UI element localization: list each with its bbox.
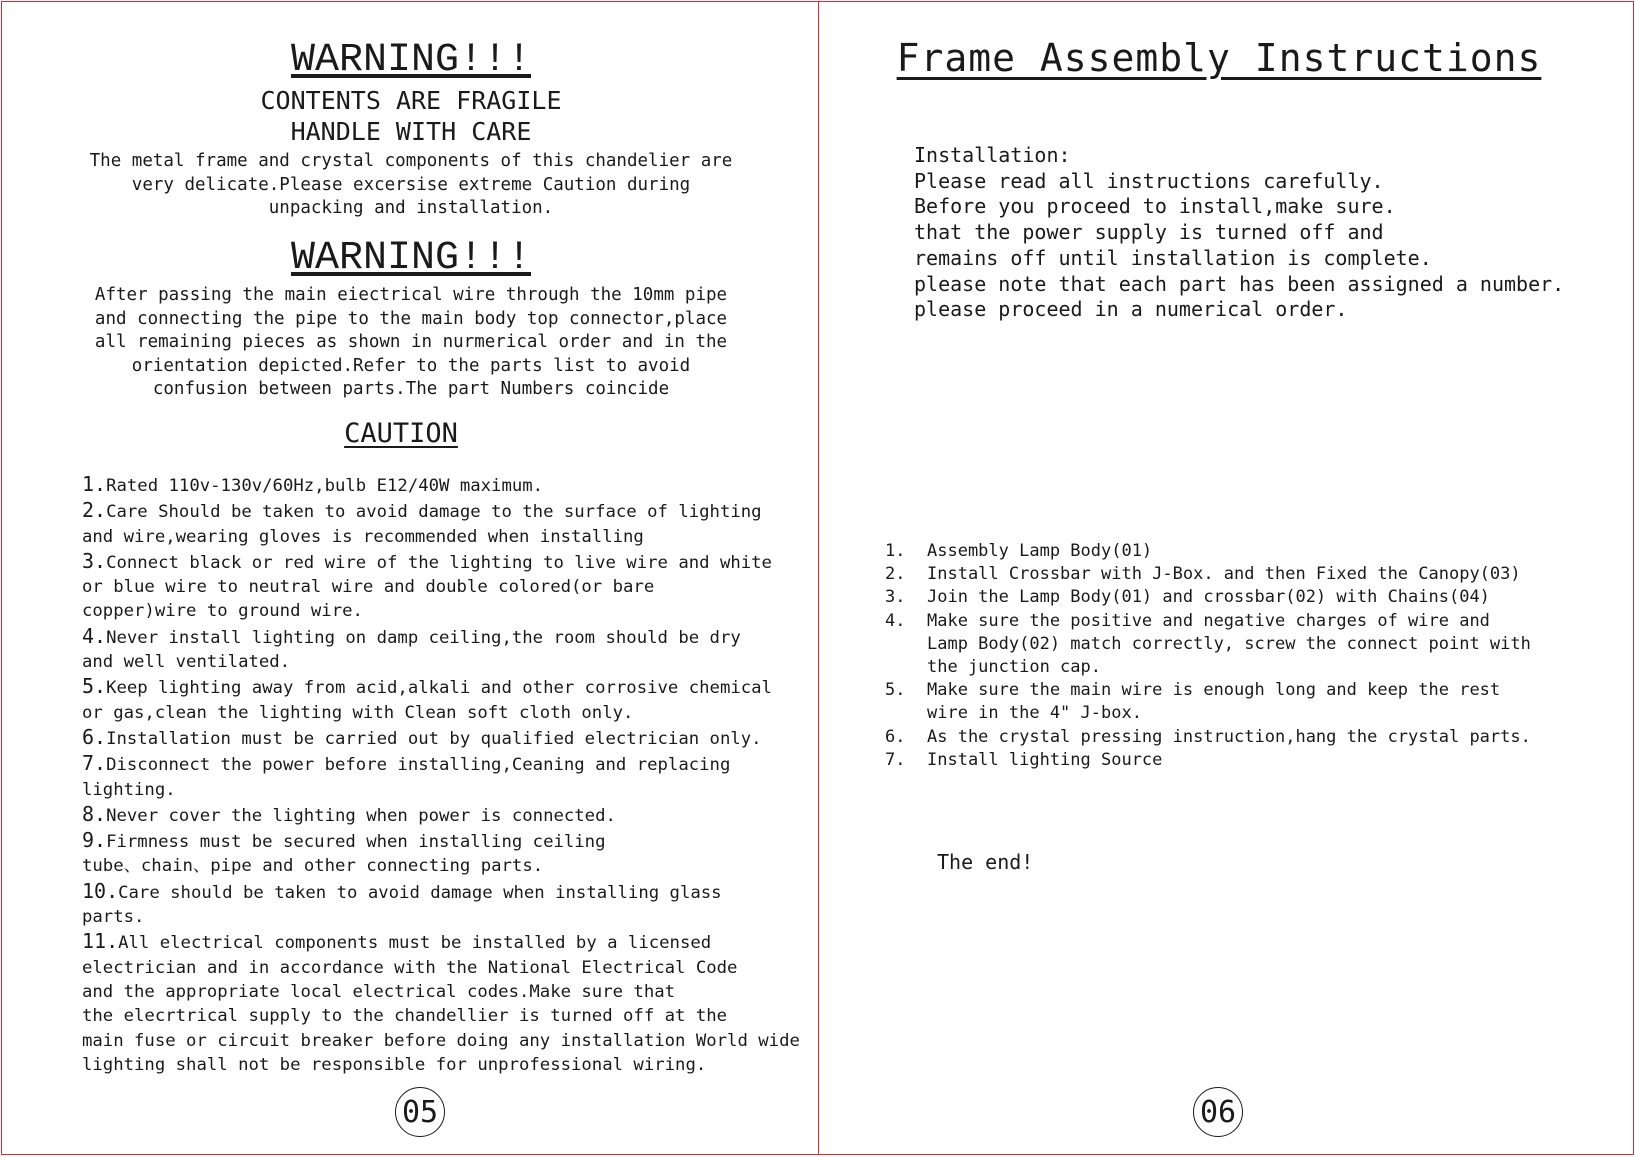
paragraph-line: and connecting the pipe to the main body top connector,place bbox=[94, 308, 728, 329]
assembly-step bbox=[885, 540, 1605, 563]
end-text: The end! bbox=[937, 850, 1034, 874]
caution-item bbox=[82, 929, 812, 1077]
caution-item-line: and wire,wearing gloves is recommended when installing bbox=[82, 526, 644, 547]
caution-item-line: Firmness must be secured when installing ceiling bbox=[106, 832, 606, 853]
step-line: wire in the 4" J-box. bbox=[927, 703, 1142, 724]
caution-item-line: Disconnect the power before installing,Ceaning and replacing bbox=[106, 755, 731, 776]
caution-item-line: tube、chain、pipe and other connecting parts. bbox=[82, 856, 544, 877]
caution-item bbox=[82, 549, 812, 624]
caution-item-line: Keep lighting away from acid,alkali and other corrosive chemical bbox=[106, 678, 772, 699]
step-line: Assembly Lamp Body(01) bbox=[927, 541, 1153, 561]
caution-item-line: copper)wire to ground wire. bbox=[82, 601, 363, 622]
paragraph-line: orientation depicted.Refer to the parts list to avoid bbox=[131, 355, 691, 376]
caution-item bbox=[82, 828, 812, 879]
assembly-step bbox=[885, 749, 1605, 772]
step-line: Install Crossbar with J-Box. and then Fixed the Canopy(03) bbox=[927, 564, 1521, 585]
caution-item-line: the elecrtrical supply to the chandellier is turned off at the bbox=[82, 1006, 728, 1027]
caution-item-line: electrician and in accordance with the National Electrical Code bbox=[82, 957, 738, 978]
caution-item-number: 2. bbox=[82, 498, 107, 523]
paragraph-line: all remaining pieces as shown in nurmerical order and in the bbox=[94, 332, 728, 352]
caution-item bbox=[82, 498, 812, 549]
paragraph-line: After passing the main eiectrical wire through the 10mm pipe bbox=[94, 285, 728, 305]
assembly-step bbox=[885, 610, 1605, 680]
caution-item bbox=[82, 802, 812, 828]
caution-item-number: 9. bbox=[82, 828, 107, 853]
step-line: Install lighting Source bbox=[927, 749, 1163, 770]
caution-item-line: lighting shall not be responsible for unprofessional wiring. bbox=[82, 1054, 707, 1075]
caution-item-line: and well ventilated. bbox=[82, 652, 291, 673]
caution-item-line: and the appropriate local electrical codes.Make sure that bbox=[82, 981, 676, 1002]
caution-item-line: lighting. bbox=[82, 779, 176, 800]
assembly-step bbox=[885, 726, 1605, 749]
paragraph-line: unpacking and installation. bbox=[268, 198, 554, 218]
caution-item-line: Never install lighting on damp ceiling,the room should be dry bbox=[106, 627, 741, 648]
caution-item bbox=[82, 624, 812, 675]
step-line: As the crystal pressing instruction,hang the crystal parts. bbox=[927, 726, 1531, 747]
step-number: 2. bbox=[885, 564, 906, 585]
caution-item-number: 6. bbox=[82, 724, 107, 749]
caution-item bbox=[82, 725, 812, 751]
step-line: Join the Lamp Body(01) and crossbar(02) with Chains(04) bbox=[927, 587, 1490, 608]
warning-title-2: WARNING!!! bbox=[290, 236, 532, 281]
installation-notes bbox=[914, 143, 1614, 323]
assembly-step bbox=[885, 563, 1605, 586]
caution-item bbox=[82, 879, 812, 930]
caution-item-line: or blue wire to neutral wire and double colored(or bare bbox=[82, 577, 655, 598]
fragile-paragraph bbox=[2, 150, 820, 221]
caution-item-number: 8. bbox=[82, 801, 107, 826]
installation-line: that the power supply is turned off and bbox=[914, 220, 1384, 245]
caution-item-line: Connect black or red wire of the lighting to live wire and white bbox=[106, 552, 772, 573]
paragraph-line: very delicate.Please excersise extreme Caution during bbox=[131, 174, 691, 195]
caution-item-line: main fuse or circuit breaker before doing any installation World wide bbox=[82, 1030, 800, 1051]
caution-item-line: Rated 110v-130v/60Hz,bulb E12/40W maximum. bbox=[106, 476, 544, 496]
caution-item-line: or gas,clean the lighting with Clean soft cloth only. bbox=[82, 702, 634, 723]
step-number: 6. bbox=[885, 726, 906, 747]
caution-item-number: 3. bbox=[82, 548, 107, 573]
step-number: 5. bbox=[885, 680, 906, 701]
assembly-step bbox=[885, 586, 1605, 609]
installation-line: please note that each part has been assigned a number. bbox=[914, 271, 1565, 296]
fragile-line-1: CONTENTS ARE FRAGILE bbox=[260, 86, 562, 115]
caution-item-number: 7. bbox=[82, 751, 107, 776]
paragraph-line: The metal frame and crystal components of this chandelier are bbox=[89, 151, 733, 171]
installation-line: Please read all instructions carefully. bbox=[914, 168, 1384, 193]
caution-item bbox=[82, 674, 812, 725]
caution-item-number: 11. bbox=[82, 929, 119, 954]
step-line: Lamp Body(02) match correctly, screw the connect point with bbox=[927, 633, 1531, 654]
page-number-05: 05 bbox=[395, 1087, 445, 1137]
step-line: Make sure the positive and negative charges of wire and bbox=[927, 610, 1490, 631]
caution-item-line: All electrical components must be installed by a licensed bbox=[118, 933, 712, 954]
left-page bbox=[1, 1, 819, 1155]
caution-item-line: Care should be taken to avoid damage when installing glass bbox=[118, 882, 722, 903]
step-number: 3. bbox=[885, 587, 906, 608]
step-number: 7. bbox=[885, 749, 906, 770]
caution-item-line: Never cover the lighting when power is connected. bbox=[106, 805, 616, 826]
frame-assembly-title: Frame Assembly Instructions bbox=[896, 36, 1542, 80]
installation-line: please proceed in a numerical order. bbox=[914, 297, 1348, 322]
caution-item-number: 4. bbox=[82, 623, 107, 648]
assembly-step bbox=[885, 679, 1605, 725]
paragraph-line: confusion between parts.The part Numbers coincide bbox=[152, 379, 670, 399]
caution-item bbox=[82, 472, 812, 498]
caution-item bbox=[82, 751, 812, 802]
installation-line: Installation: bbox=[914, 143, 1071, 167]
page-number-06: 06 bbox=[1193, 1087, 1243, 1137]
caution-item-line: parts. bbox=[82, 907, 145, 928]
warning-paragraph bbox=[2, 284, 820, 402]
warning-title-1: WARNING!!! bbox=[290, 38, 532, 83]
installation-line: Before you proceed to install,make sure. bbox=[914, 194, 1396, 219]
step-line: Make sure the main wire is enough long and keep the rest bbox=[927, 680, 1501, 701]
assembly-steps bbox=[885, 540, 1605, 772]
caution-item-number: 10. bbox=[82, 878, 119, 903]
caution-item-number: 1. bbox=[82, 472, 107, 496]
caution-item-line: Installation must be carried out by qualified electrician only. bbox=[106, 728, 762, 749]
installation-line: remains off until installation is complete. bbox=[914, 245, 1432, 270]
caution-title: CAUTION bbox=[344, 418, 458, 449]
step-number: 1. bbox=[885, 541, 906, 561]
fragile-line-2: HANDLE WITH CARE bbox=[290, 117, 532, 146]
right-page bbox=[818, 1, 1634, 1155]
step-number: 4. bbox=[885, 610, 906, 631]
caution-item-number: 5. bbox=[82, 674, 107, 699]
caution-item-line: Care Should be taken to avoid damage to the surface of lighting bbox=[106, 502, 762, 523]
step-line: the junction cap. bbox=[927, 657, 1101, 678]
caution-list bbox=[82, 472, 812, 1077]
